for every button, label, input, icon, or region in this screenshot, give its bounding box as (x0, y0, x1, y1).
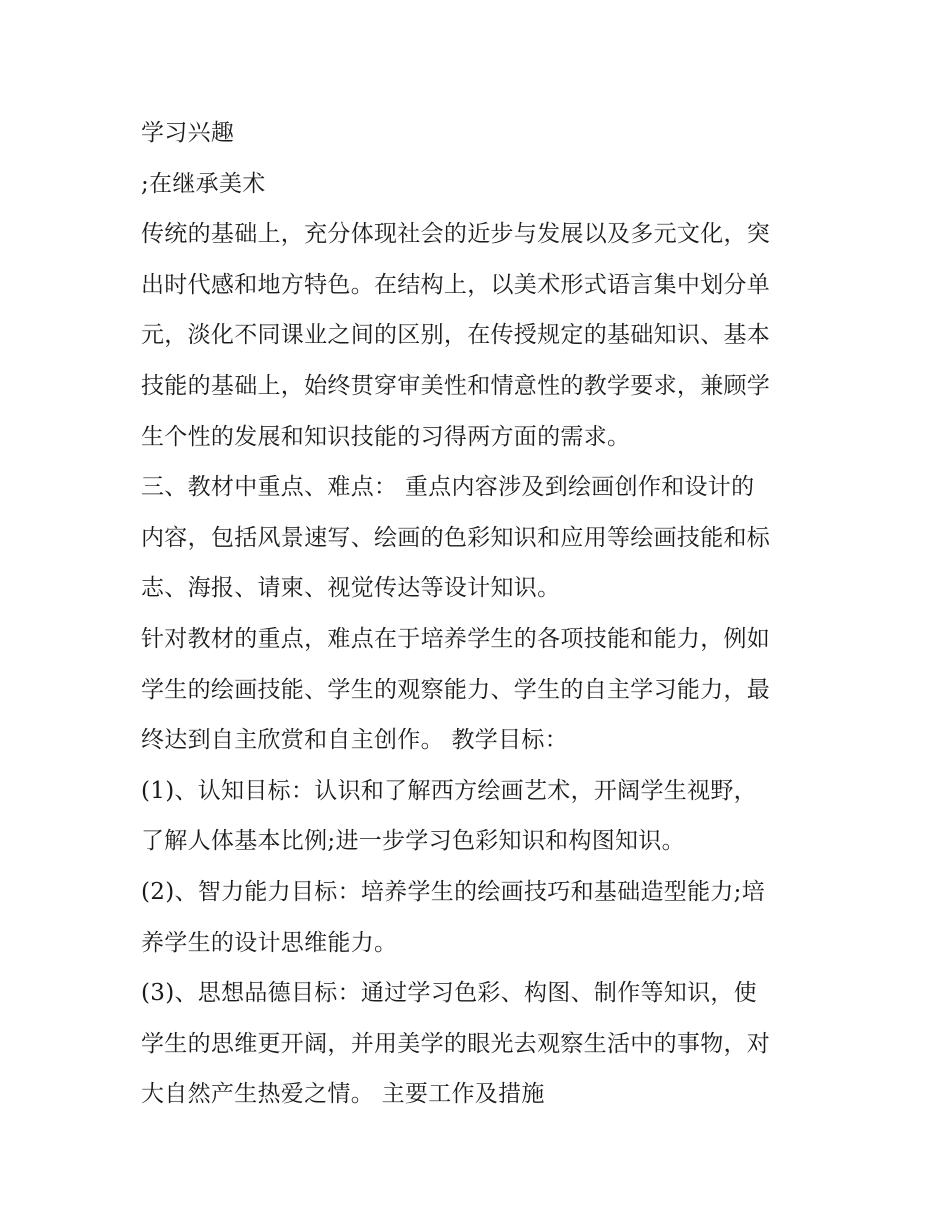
text-line: 传统的基础上，充分体现社会的近步与发展以及多元文化，突 (141, 221, 771, 248)
text-line: 了解人体基本比例;进一步学习色彩知识和构图知识。 (141, 828, 685, 855)
text-line: 志、海报、请柬、视觉传达等设计知识。 (141, 575, 561, 602)
text-line: 学生的绘画技能、学生的观察能力、学生的自主学习能力，最 (141, 676, 771, 703)
text-line: 元，淡化不同课业之间的区别，在传授规定的基础知识、基本 (141, 322, 771, 349)
text-line: 养学生的设计思维能力。 (141, 929, 398, 956)
text-line: ;在继承美术 (141, 170, 266, 197)
objective-line: (1)、认知目标：认识和了解西方绘画艺术，开阔学生视野， (141, 777, 757, 804)
text-line: 内容，包括风景速写、绘画的色彩知识和应用等绘画技能和标 (141, 524, 771, 551)
objective-line: (3)、思想品德目标：通过学习色彩、构图、制作等知识，使 (141, 980, 757, 1007)
section-heading-line: 三、教材中重点、难点： 重点内容涉及到绘画创作和设计的 (141, 474, 755, 501)
text-line: 学生的思维更开阔，并用美学的眼光去观察生活中的事物，对 (141, 1030, 771, 1057)
text-line: 学习兴趣 (141, 120, 235, 146)
text-line: 出时代感和地方特色。在结构上，以美术形式语言集中划分单 (141, 271, 771, 298)
document-body (141, 108, 821, 1120)
text-line: 针对教材的重点，难点在于培养学生的各项技能和能力，例如 (141, 625, 771, 652)
text-line: 生个性的发展和知识技能的习得两方面的需求。 (141, 423, 631, 450)
text-line: 技能的基础上，始终贯穿审美性和情意性的教学要求，兼顾学 (141, 372, 771, 399)
text-line: 终达到自主欣赏和自主创作。 教学目标： (141, 727, 569, 754)
objective-line: (2)、智力能力目标：培养学生的绘画技巧和基础造型能力;培 (141, 878, 766, 905)
text-line: 大自然产生热爱之情。 主要工作及措施 (141, 1081, 545, 1108)
